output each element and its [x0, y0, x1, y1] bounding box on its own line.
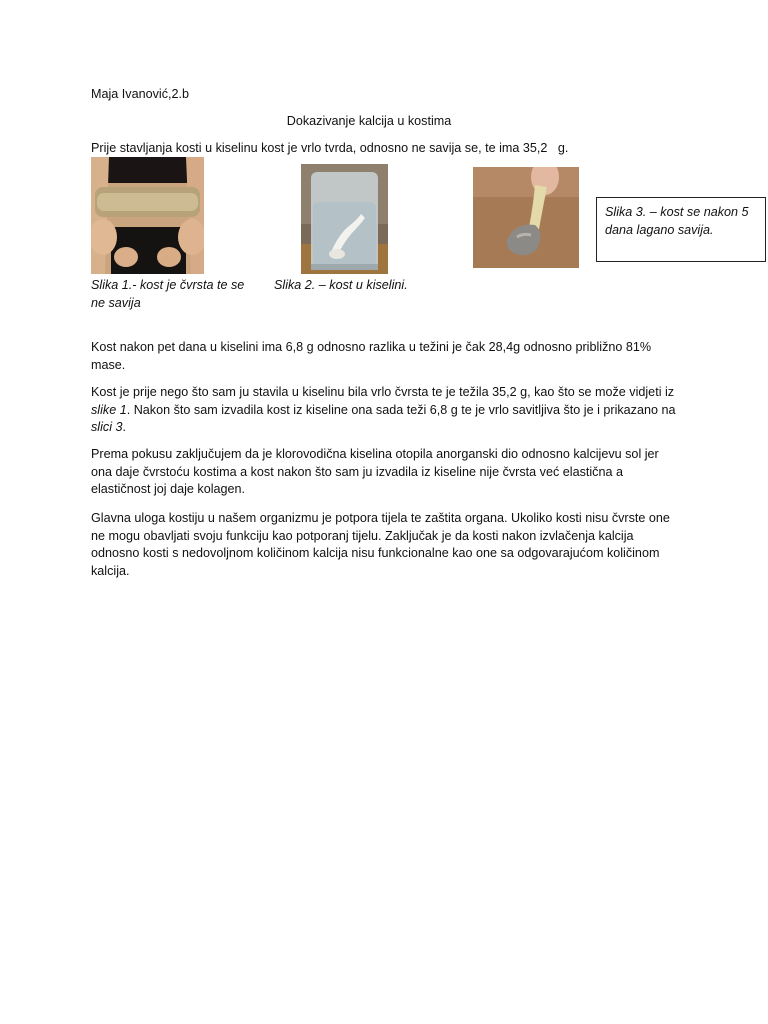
paragraph-before-after [91, 384, 681, 437]
figure-2-photo [301, 164, 388, 274]
reference-slike-1: slike 1 [91, 402, 127, 417]
figure-2-caption: Slika 2. – kost u kiselini. [274, 278, 408, 292]
paragraph-bone-function: Glavna uloga kostiju u našem organizmu je potpora tijela te zaštita organa. Ukoliko kosti nisu čvrste one ne mogu obavljati svoju funkciju kao potporanj tijelu. Zaključak je da kosti nakon izvlačenja kalcija odnosno kosti s nedovoljnom količinom kalcija nisu funkcionalne kao one sa odgovarajućom količinom kalcija. [91, 511, 670, 578]
author-line: Maja Ivanović,2.b [91, 87, 190, 101]
document-title [0, 113, 768, 131]
figure-1-caption: Slika 1.- kost je čvrsta te se ne savija [91, 278, 245, 310]
intro-sentence: Prije stavljanja kosti u kiselinu kost je vrlo tvrda, odnosno ne savija se, te ima 35,2 g. [91, 141, 569, 155]
paragraph-before-after-text-a: Kost je prije nego što sam ju stavila u kiselinu bila vrlo čvrsta te je težila 35,2 g, kao što se može vidjeti iz [91, 385, 675, 399]
paragraph-conclusion-acid: Prema pokusu zaključujem da je klorovodična kiselina otopila anorganski dio odnosno kalcijevu sol jer ona daje čvrstoću kostima a kost nakon što sam ju izvadila iz kiseline nije čvrsta već elastična a elastičnost joj daje kolagen. [91, 447, 659, 496]
document-title-text: Dokazivanje kalcija u kostima [286, 114, 452, 128]
paragraph-before-after-text-c: . [122, 420, 126, 434]
paragraph-weight-result: Kost nakon pet dana u kiselini ima 6,8 g odnosno razlika u težini je čak 28,4g odnosno približno 81% mase. [91, 340, 652, 372]
figure-3-caption-box [596, 197, 766, 262]
figure-3-photo [473, 167, 579, 268]
figure-1-photo [91, 157, 204, 274]
reference-slici-3: slici 3 [91, 420, 123, 434]
figure-3-caption: Slika 3. – kost se nakon 5 dana lagano savija. [605, 205, 749, 237]
paragraph-before-after-text-b: . Nakon što sam izvadila kost iz kiseline ona sada teži 6,8 g te je vrlo savitljiva što je i prikazano na [126, 402, 676, 417]
